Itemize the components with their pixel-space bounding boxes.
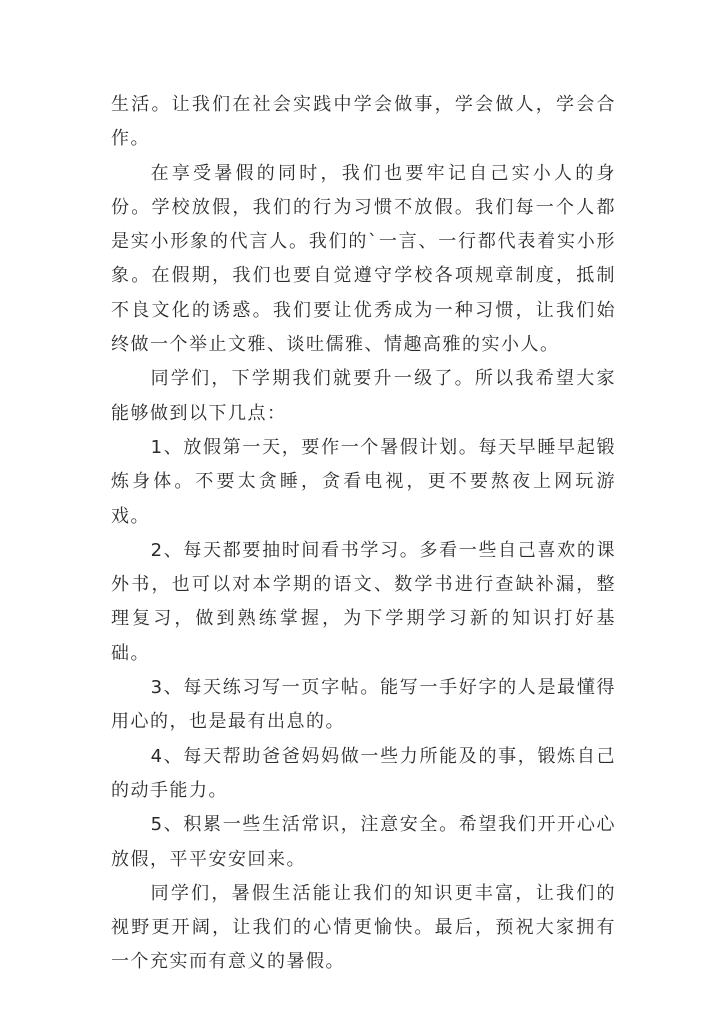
list-item-1: 1、放假第一天，要作一个暑假计划。每天早睡早起锻炼身体。不要太贪睡，贪看电视，更不要熬夜上网玩游戏。 [111,436,616,527]
list-item-3: 3、每天练习写一页字帖。能写一手好字的人是最懂得用心的，也是最有出息的。 [111,677,616,733]
paragraph-identity: 在享受暑假的同时，我们也要牢记自己实小人的身份。学校放假，我们的行为习惯不放假。我们每一个人都是实小形象的代言人。我们的`一言、一行都代表着实小形象。在假期，我们也要自觉遵守学校各项规章制度，抵制不良文化的诱惑。我们要让优秀成为一种习惯，让我们始终做一个举止文雅、谈吐儒雅、情趣高雅的实小人。 [111,162,616,356]
paragraph-closing: 同学们，暑假生活能让我们的知识更丰富，让我们的视野更开阔，让我们的心情更愉快。最后，预祝大家拥有一个充实而有意义的暑假。 [111,882,616,973]
document-body [111,88,616,980]
paragraph-expectations-intro: 同学们，下学期我们就要升一级了。所以我希望大家能够做到以下几点： [111,368,616,424]
paragraph-continued: 生活。让我们在社会实践中学会做事，学会做人，学会合作。 [111,94,616,150]
list-item-2: 2、每天都要抽时间看书学习。多看一些自己喜欢的课外书，也可以对本学期的语文、数学书进行查缺补漏，整理复习，做到熟练掌握，为下学期学习新的知识打好基础。 [111,539,616,664]
list-item-4: 4、每天帮助爸爸妈妈做一些力所能及的事，锻炼自己的动手能力。 [111,745,616,801]
list-item-5: 5、积累一些生活常识，注意安全。希望我们开开心心放假，平平安安回来。 [111,814,616,870]
